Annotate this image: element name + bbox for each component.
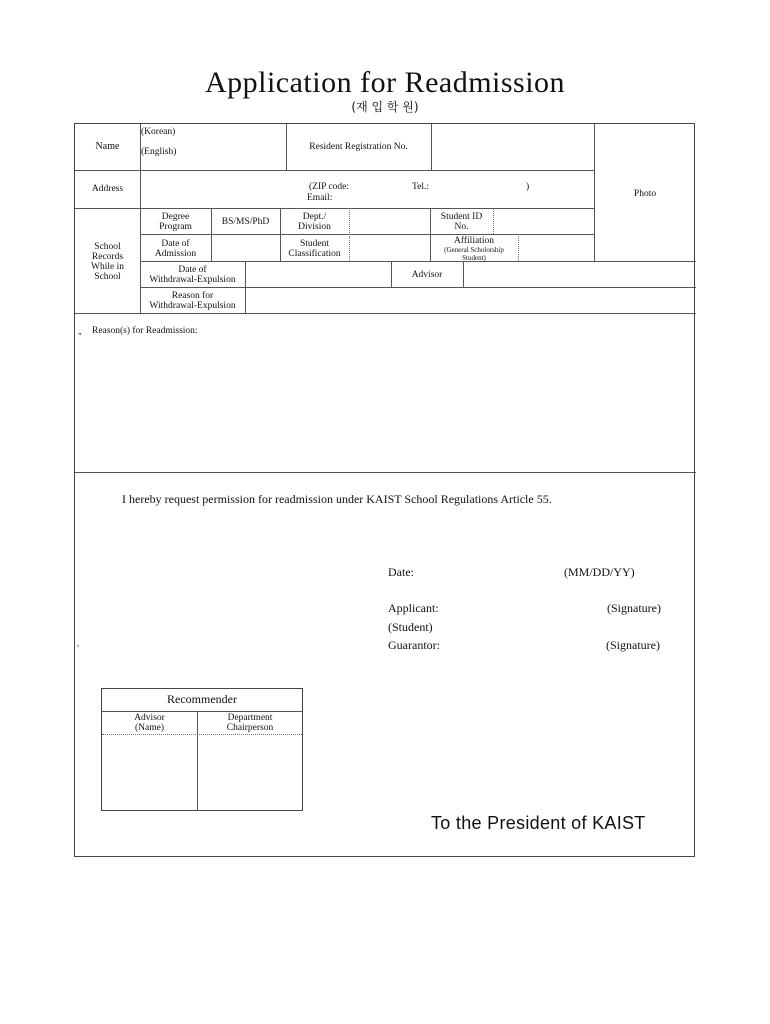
name-label: Name	[95, 141, 120, 152]
col-divider	[245, 261, 246, 313]
reason-withdrawal-label: Reason for Withdrawal-Expulsion	[149, 291, 236, 311]
declaration-statement: I hereby request permission for readmission under KAIST School Regulations Article 55.	[122, 492, 552, 506]
guarantor-signature: (Signature)	[606, 638, 660, 652]
dotted-divider	[349, 208, 350, 261]
resident-reg-field[interactable]	[432, 125, 593, 169]
email-label: Email:	[307, 193, 333, 203]
date-label: Date:	[388, 565, 414, 579]
advisor-label: Advisor	[411, 270, 443, 280]
tel-label: Tel.:	[412, 182, 430, 192]
col-divider	[211, 208, 212, 261]
student-label: (Student)	[388, 620, 433, 634]
chairperson-label: Department Chairperson	[226, 713, 274, 733]
reasons-label: Reason(s) for Readmission:	[92, 326, 198, 336]
guarantor-label: Guarantor:	[388, 638, 440, 652]
row-divider	[75, 170, 594, 171]
row-divider	[75, 472, 696, 473]
zip-label: (ZIP code:	[309, 182, 350, 192]
guarantor-mark: ,	[77, 639, 79, 648]
row-divider	[140, 261, 696, 262]
row-divider	[75, 208, 594, 209]
advisor-name-label: Advisor (Name)	[134, 713, 165, 733]
recommender-divider	[102, 711, 302, 712]
affiliation-label: Affiliation (General Scholorship Student)	[444, 236, 504, 262]
applicant-signature: (Signature)	[607, 601, 661, 615]
applicant-label: Applicant:	[388, 601, 439, 615]
date-withdrawal-label: Date of Withdrawal-Expulsion	[149, 265, 236, 285]
dept-division-label: Dept./ Division	[298, 212, 331, 232]
row-divider	[140, 234, 594, 235]
reasons-bullet: „	[78, 327, 82, 336]
page-title: Application for Readmission	[204, 66, 566, 99]
recommender-dotted-divider	[102, 734, 302, 735]
student-class-label: Student Classification	[288, 239, 341, 259]
degree-program-label: Degree Program	[159, 212, 192, 232]
dotted-divider	[493, 208, 494, 234]
page-subtitle: (재 입 학 원)	[351, 100, 419, 114]
address-close-paren: )	[526, 182, 530, 192]
student-id-label: Student ID No.	[440, 212, 483, 232]
recommender-box	[101, 688, 303, 811]
photo-label: Photo	[633, 189, 657, 199]
advisor-signature-field[interactable]	[103, 736, 196, 809]
row-divider	[140, 287, 696, 288]
resident-reg-label: Resident Registration No.	[309, 142, 408, 152]
english-label: (English)	[141, 147, 177, 157]
row-divider	[75, 313, 696, 314]
chairperson-signature-field[interactable]	[199, 736, 301, 809]
reasons-field[interactable]	[79, 340, 691, 468]
date-format: (MM/DD/YY)	[564, 565, 635, 579]
date-admission-label: Date of Admission	[154, 239, 197, 259]
recommender-title: Recommender	[167, 692, 237, 706]
degree-options[interactable]: BS/MS/PhD	[221, 217, 270, 227]
addressee: To the President of KAIST	[431, 813, 646, 833]
korean-label: (Korean)	[141, 127, 176, 137]
dotted-divider	[518, 234, 519, 261]
school-records-label: School Records While in School	[91, 242, 124, 282]
address-label: Address	[91, 184, 124, 194]
col-divider	[463, 261, 464, 287]
